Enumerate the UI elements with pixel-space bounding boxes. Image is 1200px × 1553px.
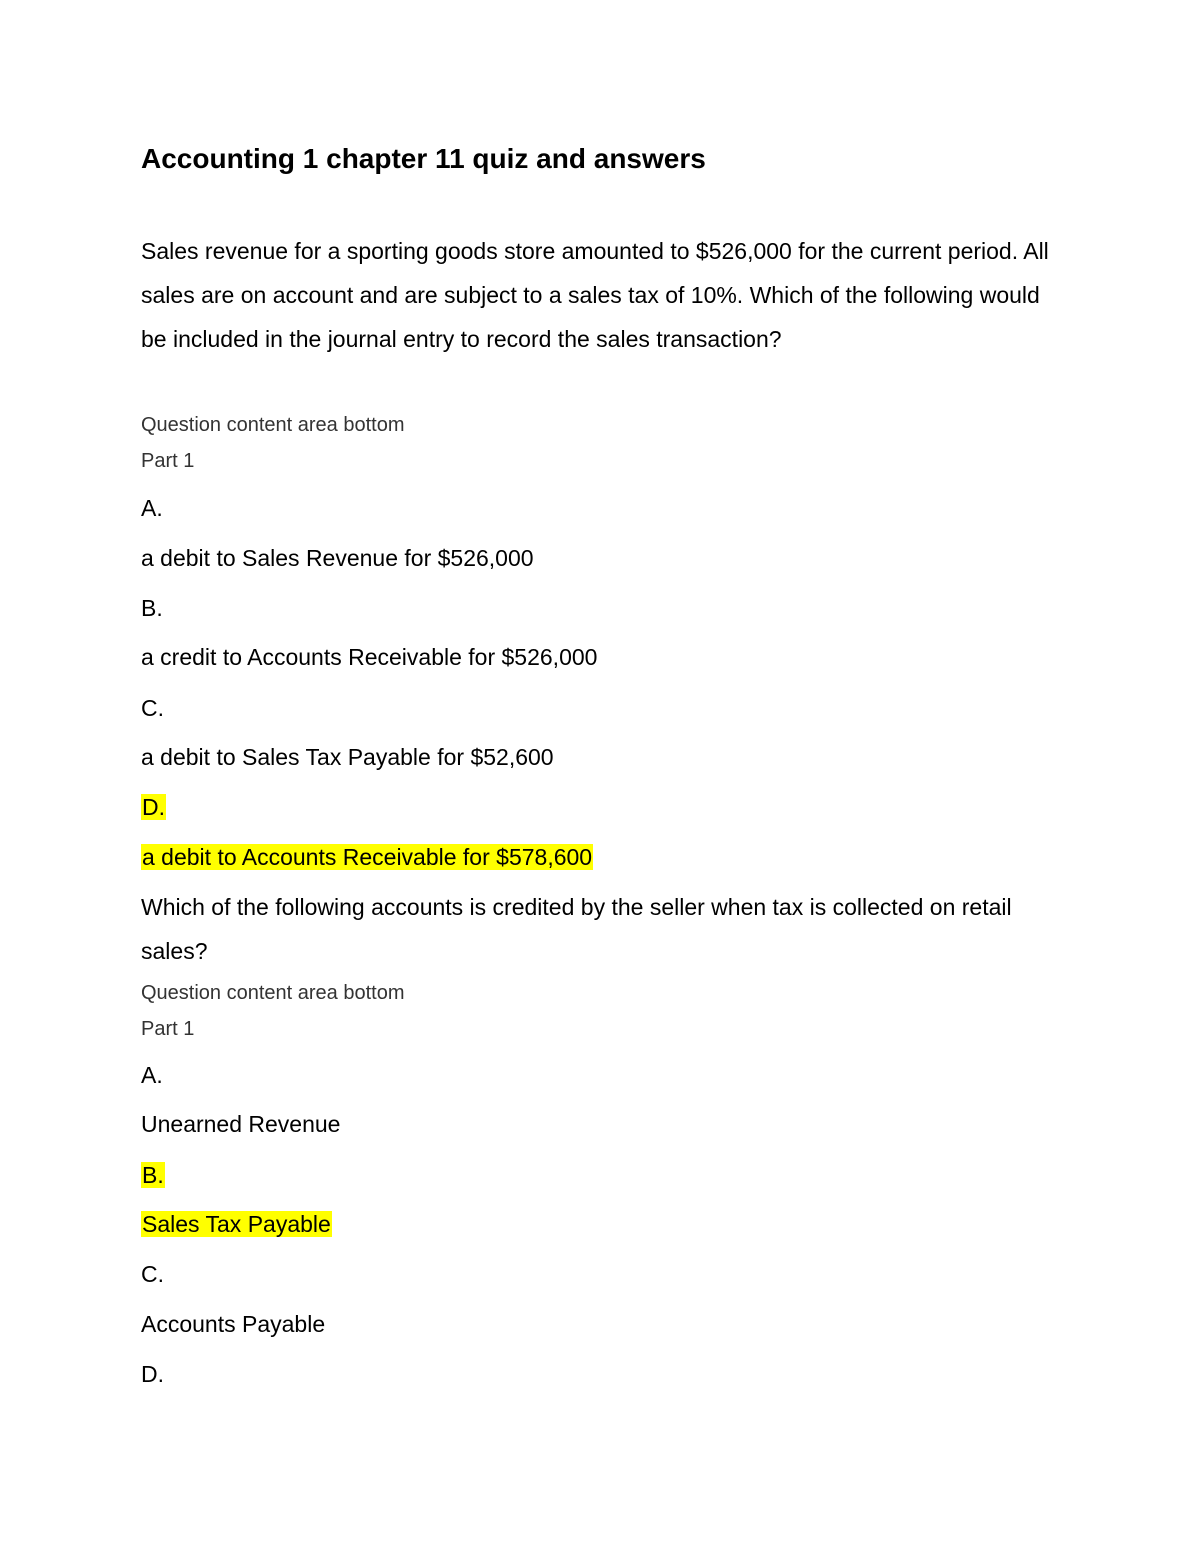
question-1-option-d-letter (141, 792, 166, 822)
question-2-text: Which of the following accounts is credited by the seller when tax is collected on retail sales? (141, 894, 1012, 964)
question-2-part-label: Part 1 (141, 1018, 195, 1040)
question-2-option-c-letter: C. (141, 1261, 164, 1287)
question-2-option-b-text (141, 1209, 332, 1239)
question-2-option-a-text: Unearned Revenue (141, 1111, 341, 1137)
question-2-area-label: Question content area bottom (141, 982, 405, 1004)
question-1-option-c-letter: C. (141, 695, 164, 721)
question-2-option-a-letter: A. (141, 1062, 163, 1088)
document-title: Accounting 1 chapter 11 quiz and answers (141, 143, 706, 174)
question-1-option-a-letter: A. (141, 495, 163, 521)
answer-highlight: Sales Tax Payable (142, 1211, 331, 1237)
question-2-option-c-text: Accounts Payable (141, 1311, 326, 1337)
question-1-option-b-text: a credit to Accounts Receivable for $526,000 (141, 644, 598, 670)
question-1-part-label: Part 1 (141, 450, 195, 472)
answer-highlight: B. (142, 1162, 164, 1188)
question-1-text: Sales revenue for a sporting goods store amounted to $526,000 for the current period. All sales are on account and are subject to a sales tax of 10%. Which of the following would be included in the journal entry to record the sales transaction? (141, 238, 1049, 352)
question-2-option-b-letter (141, 1160, 165, 1190)
answer-highlight: D. (142, 794, 165, 820)
question-1-option-c-text: a debit to Sales Tax Payable for $52,600 (141, 744, 554, 770)
question-1-option-d-text (141, 842, 593, 872)
answer-highlight: a debit to Accounts Receivable for $578,600 (142, 844, 593, 870)
question-2-option-d-letter: D. (141, 1361, 164, 1387)
question-1-area-label: Question content area bottom (141, 414, 405, 436)
question-1-option-b-letter: B. (141, 595, 163, 621)
question-1-option-a-text: a debit to Sales Revenue for $526,000 (141, 545, 534, 571)
